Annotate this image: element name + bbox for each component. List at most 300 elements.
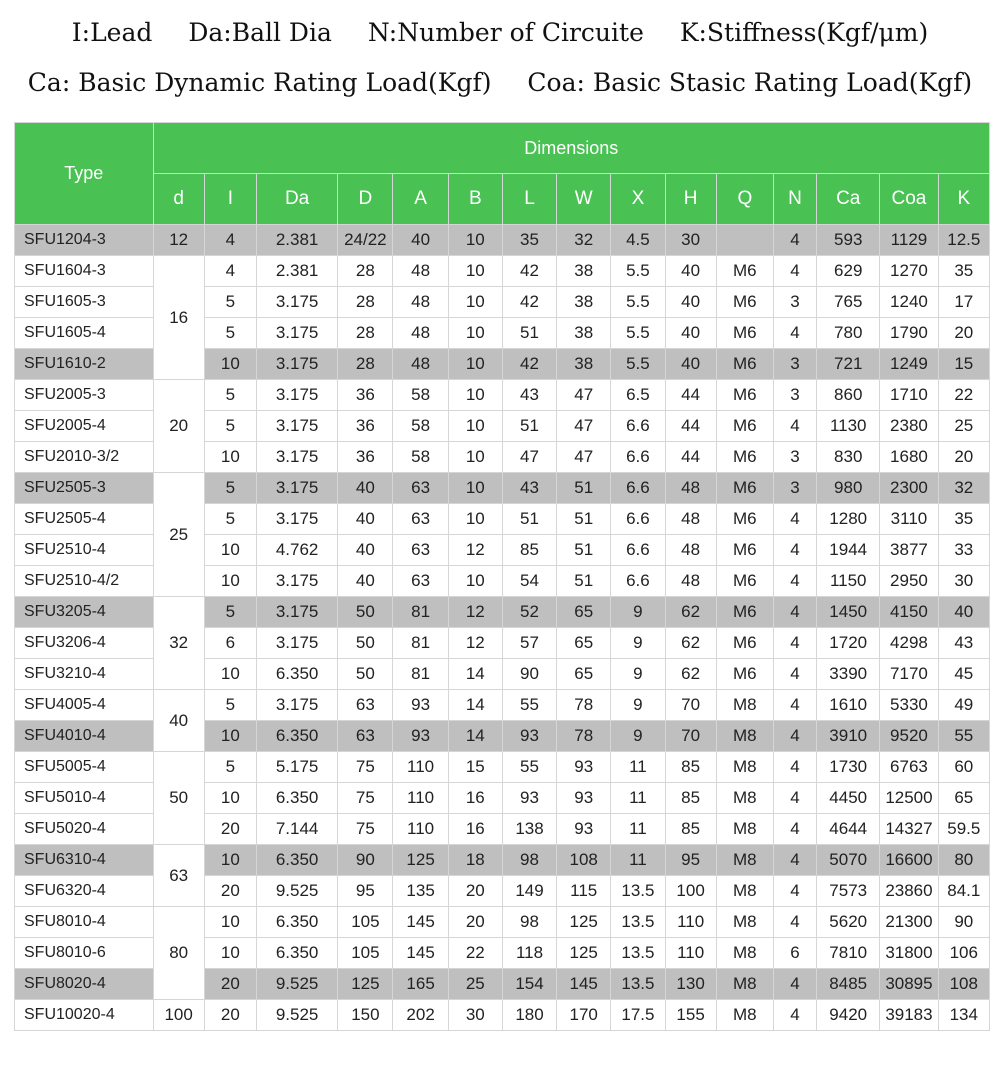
- cell-a: 40: [393, 225, 448, 256]
- cell-da: 3.175: [256, 473, 337, 504]
- legend-line-1: [0, 18, 1000, 47]
- cell-h: 48: [665, 504, 716, 535]
- cell-k: 60: [938, 752, 989, 783]
- cell-b: 10: [448, 566, 502, 597]
- cell-i: 5: [204, 411, 256, 442]
- type-cell: SFU2510-4/2: [15, 566, 154, 597]
- table-row: [15, 256, 990, 287]
- cell-n: 4: [773, 783, 816, 814]
- cell-q: M6: [716, 566, 773, 597]
- cell-b: 10: [448, 318, 502, 349]
- cell-da: 6.350: [256, 938, 337, 969]
- cell-w: 47: [557, 442, 611, 473]
- cell-i: 5: [204, 752, 256, 783]
- cell-q: M8: [716, 1000, 773, 1031]
- cell-d: 28: [338, 256, 393, 287]
- cell-da: 6.350: [256, 721, 337, 752]
- d-value-cell: 25: [153, 473, 204, 597]
- cell-n: 4: [773, 845, 816, 876]
- legend-static-load: Coa: Basic Stasic Rating Load(Kgf): [527, 68, 973, 97]
- cell-i: 20: [204, 876, 256, 907]
- cell-ca: 1150: [817, 566, 880, 597]
- cell-d: 95: [338, 876, 393, 907]
- cell-d: 63: [338, 721, 393, 752]
- type-cell: SFU6320-4: [15, 876, 154, 907]
- cell-x: 6.6: [611, 535, 665, 566]
- cell-k: 30: [938, 566, 989, 597]
- cell-a: 48: [393, 318, 448, 349]
- cell-d: 75: [338, 783, 393, 814]
- column-header-d: D: [338, 174, 393, 225]
- legend-line-2: [0, 68, 1000, 97]
- cell-coa: 1270: [880, 256, 938, 287]
- cell-x: 11: [611, 845, 665, 876]
- cell-i: 5: [204, 380, 256, 411]
- cell-h: 44: [665, 411, 716, 442]
- cell-x: 6.6: [611, 566, 665, 597]
- cell-i: 6: [204, 628, 256, 659]
- cell-coa: 1249: [880, 349, 938, 380]
- cell-h: 48: [665, 473, 716, 504]
- cell-i: 10: [204, 659, 256, 690]
- d-value-cell: 63: [153, 845, 204, 907]
- cell-ca: 7810: [817, 938, 880, 969]
- cell-x: 6.6: [611, 411, 665, 442]
- cell-x: 9: [611, 597, 665, 628]
- cell-k: 22: [938, 380, 989, 411]
- cell-d: 50: [338, 597, 393, 628]
- cell-q: M6: [716, 628, 773, 659]
- cell-l: 93: [502, 721, 556, 752]
- cell-k: 80: [938, 845, 989, 876]
- cell-h: 70: [665, 690, 716, 721]
- cell-coa: 6763: [880, 752, 938, 783]
- type-cell: SFU2005-3: [15, 380, 154, 411]
- type-cell: SFU4010-4: [15, 721, 154, 752]
- cell-l: 118: [502, 938, 556, 969]
- cell-coa: 1129: [880, 225, 938, 256]
- table-row: [15, 1000, 990, 1031]
- cell-i: 10: [204, 442, 256, 473]
- cell-n: 4: [773, 566, 816, 597]
- cell-i: 5: [204, 690, 256, 721]
- cell-k: 25: [938, 411, 989, 442]
- cell-i: 5: [204, 287, 256, 318]
- column-header-i: I: [204, 174, 256, 225]
- cell-l: 51: [502, 504, 556, 535]
- type-cell: SFU4005-4: [15, 690, 154, 721]
- cell-coa: 31800: [880, 938, 938, 969]
- type-cell: SFU5020-4: [15, 814, 154, 845]
- cell-b: 16: [448, 783, 502, 814]
- cell-l: 42: [502, 256, 556, 287]
- cell-h: 85: [665, 752, 716, 783]
- cell-a: 145: [393, 938, 448, 969]
- cell-ca: 9420: [817, 1000, 880, 1031]
- type-cell: SFU2005-4: [15, 411, 154, 442]
- column-header-q: Q: [716, 174, 773, 225]
- cell-h: 44: [665, 380, 716, 411]
- cell-coa: 2300: [880, 473, 938, 504]
- type-cell: SFU5010-4: [15, 783, 154, 814]
- cell-da: 9.525: [256, 1000, 337, 1031]
- cell-w: 51: [557, 566, 611, 597]
- cell-l: 51: [502, 318, 556, 349]
- cell-a: 202: [393, 1000, 448, 1031]
- cell-q: [716, 225, 773, 256]
- legend-stiffness: K:Stiffness(Kgf/μm): [679, 18, 929, 47]
- table-row: [15, 225, 990, 256]
- cell-k: 55: [938, 721, 989, 752]
- cell-coa: 2950: [880, 566, 938, 597]
- column-header-n: N: [773, 174, 816, 225]
- column-header-row: [15, 174, 990, 225]
- cell-d: 28: [338, 287, 393, 318]
- legend-lead: I:Lead: [71, 18, 153, 47]
- type-cell: SFU2505-3: [15, 473, 154, 504]
- type-cell: SFU8020-4: [15, 969, 154, 1000]
- cell-coa: 1680: [880, 442, 938, 473]
- cell-k: 35: [938, 256, 989, 287]
- cell-x: 13.5: [611, 969, 665, 1000]
- cell-l: 85: [502, 535, 556, 566]
- cell-d: 63: [338, 690, 393, 721]
- table-body: [15, 225, 990, 1031]
- cell-q: M6: [716, 380, 773, 411]
- cell-l: 154: [502, 969, 556, 1000]
- cell-q: M6: [716, 256, 773, 287]
- cell-w: 78: [557, 721, 611, 752]
- cell-a: 110: [393, 752, 448, 783]
- cell-h: 70: [665, 721, 716, 752]
- cell-da: 3.175: [256, 411, 337, 442]
- type-cell: SFU3205-4: [15, 597, 154, 628]
- cell-ca: 780: [817, 318, 880, 349]
- cell-a: 93: [393, 721, 448, 752]
- cell-ca: 5070: [817, 845, 880, 876]
- d-value-cell: 80: [153, 907, 204, 1000]
- cell-w: 32: [557, 225, 611, 256]
- table-row: [15, 907, 990, 938]
- table-row: [15, 380, 990, 411]
- cell-x: 11: [611, 752, 665, 783]
- legend-dynamic-load: Ca: Basic Dynamic Rating Load(Kgf): [27, 68, 492, 97]
- cell-l: 55: [502, 690, 556, 721]
- cell-d: 50: [338, 659, 393, 690]
- cell-b: 10: [448, 504, 502, 535]
- cell-i: 20: [204, 969, 256, 1000]
- type-cell: SFU3210-4: [15, 659, 154, 690]
- cell-l: 43: [502, 473, 556, 504]
- cell-coa: 1710: [880, 380, 938, 411]
- cell-ca: 721: [817, 349, 880, 380]
- type-cell: SFU1604-3: [15, 256, 154, 287]
- cell-ca: 4644: [817, 814, 880, 845]
- cell-k: 134: [938, 1000, 989, 1031]
- cell-a: 81: [393, 597, 448, 628]
- cell-w: 65: [557, 597, 611, 628]
- cell-coa: 16600: [880, 845, 938, 876]
- cell-da: 7.144: [256, 814, 337, 845]
- cell-h: 48: [665, 566, 716, 597]
- cell-da: 5.175: [256, 752, 337, 783]
- cell-da: 6.350: [256, 659, 337, 690]
- cell-l: 98: [502, 845, 556, 876]
- cell-d: 28: [338, 349, 393, 380]
- cell-d: 28: [338, 318, 393, 349]
- type-cell: SFU1610-2: [15, 349, 154, 380]
- cell-q: M6: [716, 349, 773, 380]
- cell-x: 17.5: [611, 1000, 665, 1031]
- cell-b: 25: [448, 969, 502, 1000]
- type-cell: SFU1605-4: [15, 318, 154, 349]
- type-cell: SFU2010-3/2: [15, 442, 154, 473]
- cell-w: 125: [557, 907, 611, 938]
- column-header-w: W: [557, 174, 611, 225]
- cell-i: 10: [204, 535, 256, 566]
- cell-n: 4: [773, 1000, 816, 1031]
- cell-ca: 1720: [817, 628, 880, 659]
- cell-n: 3: [773, 473, 816, 504]
- cell-w: 108: [557, 845, 611, 876]
- table-row: [15, 752, 990, 783]
- cell-i: 5: [204, 318, 256, 349]
- cell-w: 170: [557, 1000, 611, 1031]
- cell-i: 5: [204, 473, 256, 504]
- cell-q: M6: [716, 473, 773, 504]
- cell-d: 90: [338, 845, 393, 876]
- cell-i: 4: [204, 256, 256, 287]
- type-cell: SFU10020-4: [15, 1000, 154, 1031]
- cell-l: 149: [502, 876, 556, 907]
- cell-b: 22: [448, 938, 502, 969]
- column-header-l: L: [502, 174, 556, 225]
- cell-coa: 39183: [880, 1000, 938, 1031]
- cell-b: 10: [448, 287, 502, 318]
- cell-coa: 7170: [880, 659, 938, 690]
- cell-a: 48: [393, 256, 448, 287]
- cell-l: 42: [502, 287, 556, 318]
- cell-ca: 3910: [817, 721, 880, 752]
- cell-a: 63: [393, 566, 448, 597]
- cell-w: 51: [557, 535, 611, 566]
- cell-h: 85: [665, 814, 716, 845]
- cell-a: 48: [393, 287, 448, 318]
- cell-b: 10: [448, 380, 502, 411]
- type-cell: SFU2510-4: [15, 535, 154, 566]
- cell-k: 35: [938, 504, 989, 535]
- cell-q: M8: [716, 814, 773, 845]
- cell-l: 35: [502, 225, 556, 256]
- cell-h: 130: [665, 969, 716, 1000]
- cell-l: 90: [502, 659, 556, 690]
- cell-w: 145: [557, 969, 611, 1000]
- cell-i: 10: [204, 349, 256, 380]
- cell-h: 44: [665, 442, 716, 473]
- cell-q: M6: [716, 659, 773, 690]
- cell-ca: 3390: [817, 659, 880, 690]
- cell-q: M6: [716, 442, 773, 473]
- d-value-cell: 32: [153, 597, 204, 690]
- dimensions-header: Dimensions: [153, 123, 989, 174]
- cell-k: 90: [938, 907, 989, 938]
- cell-ca: 7573: [817, 876, 880, 907]
- cell-h: 62: [665, 659, 716, 690]
- cell-b: 20: [448, 876, 502, 907]
- cell-x: 5.5: [611, 256, 665, 287]
- cell-da: 3.175: [256, 287, 337, 318]
- cell-k: 106: [938, 938, 989, 969]
- cell-n: 3: [773, 287, 816, 318]
- cell-b: 18: [448, 845, 502, 876]
- cell-h: 100: [665, 876, 716, 907]
- cell-a: 48: [393, 349, 448, 380]
- cell-h: 40: [665, 256, 716, 287]
- cell-w: 47: [557, 411, 611, 442]
- cell-n: 4: [773, 597, 816, 628]
- cell-n: 4: [773, 256, 816, 287]
- cell-x: 9: [611, 659, 665, 690]
- cell-ca: 1944: [817, 535, 880, 566]
- cell-x: 5.5: [611, 318, 665, 349]
- cell-i: 20: [204, 1000, 256, 1031]
- cell-da: 2.381: [256, 225, 337, 256]
- cell-da: 6.350: [256, 907, 337, 938]
- column-header-h: H: [665, 174, 716, 225]
- cell-w: 51: [557, 473, 611, 504]
- cell-b: 15: [448, 752, 502, 783]
- cell-ca: 5620: [817, 907, 880, 938]
- cell-b: 10: [448, 256, 502, 287]
- cell-n: 4: [773, 628, 816, 659]
- cell-a: 125: [393, 845, 448, 876]
- cell-x: 9: [611, 690, 665, 721]
- cell-w: 93: [557, 814, 611, 845]
- cell-coa: 4150: [880, 597, 938, 628]
- cell-d: 105: [338, 907, 393, 938]
- cell-da: 4.762: [256, 535, 337, 566]
- cell-x: 11: [611, 814, 665, 845]
- cell-k: 33: [938, 535, 989, 566]
- cell-n: 4: [773, 411, 816, 442]
- cell-a: 93: [393, 690, 448, 721]
- cell-ca: 1130: [817, 411, 880, 442]
- cell-l: 180: [502, 1000, 556, 1031]
- cell-h: 155: [665, 1000, 716, 1031]
- legend-ball-dia: Da:Ball Dia: [188, 18, 332, 47]
- cell-q: M6: [716, 287, 773, 318]
- cell-x: 11: [611, 783, 665, 814]
- cell-w: 38: [557, 256, 611, 287]
- cell-d: 36: [338, 380, 393, 411]
- cell-h: 110: [665, 938, 716, 969]
- cell-h: 62: [665, 597, 716, 628]
- cell-d: 75: [338, 752, 393, 783]
- cell-l: 47: [502, 442, 556, 473]
- cell-a: 135: [393, 876, 448, 907]
- cell-coa: 2380: [880, 411, 938, 442]
- cell-i: 5: [204, 504, 256, 535]
- cell-ca: 765: [817, 287, 880, 318]
- cell-i: 10: [204, 845, 256, 876]
- d-value-cell: 40: [153, 690, 204, 752]
- cell-q: M8: [716, 938, 773, 969]
- cell-d: 150: [338, 1000, 393, 1031]
- cell-da: 6.350: [256, 783, 337, 814]
- ball-screw-spec-table: [14, 122, 990, 1031]
- cell-d: 36: [338, 411, 393, 442]
- cell-x: 6.6: [611, 473, 665, 504]
- cell-a: 58: [393, 411, 448, 442]
- column-header-b: B: [448, 174, 502, 225]
- cell-d: 50: [338, 628, 393, 659]
- table-row: [15, 845, 990, 876]
- cell-h: 40: [665, 318, 716, 349]
- cell-coa: 14327: [880, 814, 938, 845]
- type-header: Type: [15, 123, 154, 225]
- cell-x: 13.5: [611, 876, 665, 907]
- cell-h: 30: [665, 225, 716, 256]
- cell-l: 52: [502, 597, 556, 628]
- cell-b: 10: [448, 349, 502, 380]
- cell-q: M8: [716, 752, 773, 783]
- cell-da: 9.525: [256, 876, 337, 907]
- cell-ca: 629: [817, 256, 880, 287]
- cell-x: 6.5: [611, 380, 665, 411]
- cell-h: 62: [665, 628, 716, 659]
- cell-q: M6: [716, 411, 773, 442]
- cell-k: 15: [938, 349, 989, 380]
- cell-b: 14: [448, 659, 502, 690]
- cell-l: 138: [502, 814, 556, 845]
- cell-w: 47: [557, 380, 611, 411]
- cell-ca: 1730: [817, 752, 880, 783]
- cell-coa: 9520: [880, 721, 938, 752]
- cell-a: 165: [393, 969, 448, 1000]
- cell-w: 78: [557, 690, 611, 721]
- cell-coa: 30895: [880, 969, 938, 1000]
- cell-k: 108: [938, 969, 989, 1000]
- cell-b: 10: [448, 473, 502, 504]
- cell-x: 9: [611, 721, 665, 752]
- cell-ca: 1280: [817, 504, 880, 535]
- cell-b: 20: [448, 907, 502, 938]
- column-header-da: Da: [256, 174, 337, 225]
- cell-x: 13.5: [611, 907, 665, 938]
- type-cell: SFU5005-4: [15, 752, 154, 783]
- cell-a: 145: [393, 907, 448, 938]
- cell-d: 105: [338, 938, 393, 969]
- cell-n: 4: [773, 907, 816, 938]
- cell-ca: 830: [817, 442, 880, 473]
- cell-h: 85: [665, 783, 716, 814]
- cell-da: 3.175: [256, 566, 337, 597]
- cell-coa: 3877: [880, 535, 938, 566]
- cell-a: 110: [393, 783, 448, 814]
- cell-q: M8: [716, 876, 773, 907]
- cell-w: 65: [557, 628, 611, 659]
- cell-da: 3.175: [256, 442, 337, 473]
- cell-da: 3.175: [256, 504, 337, 535]
- type-cell: SFU8010-4: [15, 907, 154, 938]
- cell-n: 4: [773, 752, 816, 783]
- cell-n: 4: [773, 225, 816, 256]
- cell-coa: 1790: [880, 318, 938, 349]
- cell-q: M6: [716, 597, 773, 628]
- cell-coa: 3110: [880, 504, 938, 535]
- cell-k: 12.5: [938, 225, 989, 256]
- cell-coa: 23860: [880, 876, 938, 907]
